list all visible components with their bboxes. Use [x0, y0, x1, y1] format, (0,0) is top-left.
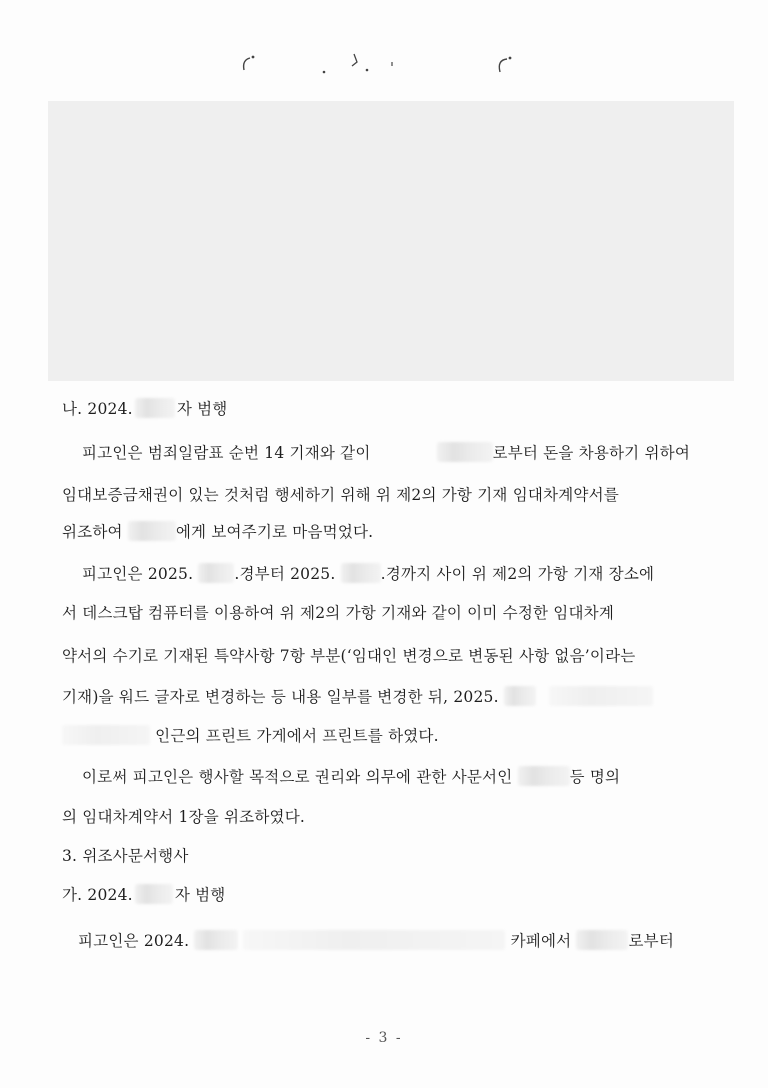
- paragraph-line: 임대보증금채권이 있는 것처럼 행세하기 위해 위 제2의 가항 기재 임대차계약서를: [62, 486, 619, 504]
- redacted-name: [518, 766, 570, 786]
- section-heading-ga: 가. 2024. 자 범행: [62, 886, 226, 904]
- paragraph-line: 의 임대차계약서 1장을 위조하였다.: [62, 808, 305, 826]
- redacted-region: [48, 101, 734, 381]
- paragraph-line: 피고인은 2025. .경부터 2025. .경까지 사이 위 제2의 가항 기재 장소에: [82, 565, 655, 583]
- redacted-date: [135, 398, 175, 418]
- redacted-date: [135, 884, 173, 904]
- paragraph-line: 인근의 프린트 가게에서 프린트를 하였다.: [62, 725, 439, 747]
- redacted-address: [549, 686, 653, 706]
- paragraph-line: 위조하여 에게 보여주기로 마음먹었다.: [62, 523, 374, 541]
- paragraph-line: 서 데스크탑 컴퓨터를 이용하여 위 제2의 가항 기재와 같이 이미 수정한 임대차계: [62, 604, 614, 622]
- redacted-address: [62, 725, 150, 745]
- paragraph-line: 피고인은 2024. 카페에서 로부터: [78, 932, 674, 950]
- redacted-name: [128, 521, 176, 541]
- redacted-date: [504, 686, 536, 706]
- redacted-date: [194, 930, 238, 950]
- page-number: - 3 -: [365, 1030, 403, 1046]
- redacted-address: [243, 930, 505, 950]
- redacted-date: [198, 563, 234, 583]
- paragraph-line: 이로써 피고인은 행사할 목적으로 권리와 의무에 관한 사문서인 등 명의: [82, 768, 621, 786]
- scan-artifact-marks: [236, 50, 526, 76]
- redacted-date: [341, 563, 381, 583]
- section-heading-na: 나. 2024. 자 범행: [62, 400, 228, 418]
- section-title: 3. 위조사문서행사: [62, 847, 189, 865]
- paragraph-line: 기재)을 워드 글자로 변경하는 등 내용 일부를 변경한 뒤, 2025.: [62, 686, 653, 708]
- redacted-name: [576, 930, 628, 950]
- paragraph-line: 약서의 수기로 기재된 특약사항 7항 부분(‘임대인 변경으로 변동된 사항 없음’이라는: [62, 647, 636, 665]
- redacted-name: [437, 442, 493, 462]
- paragraph-line: 피고인은 범죄일람표 순번 14 기재와 같이 로부터 돈을 차용하기 위하여: [82, 444, 690, 462]
